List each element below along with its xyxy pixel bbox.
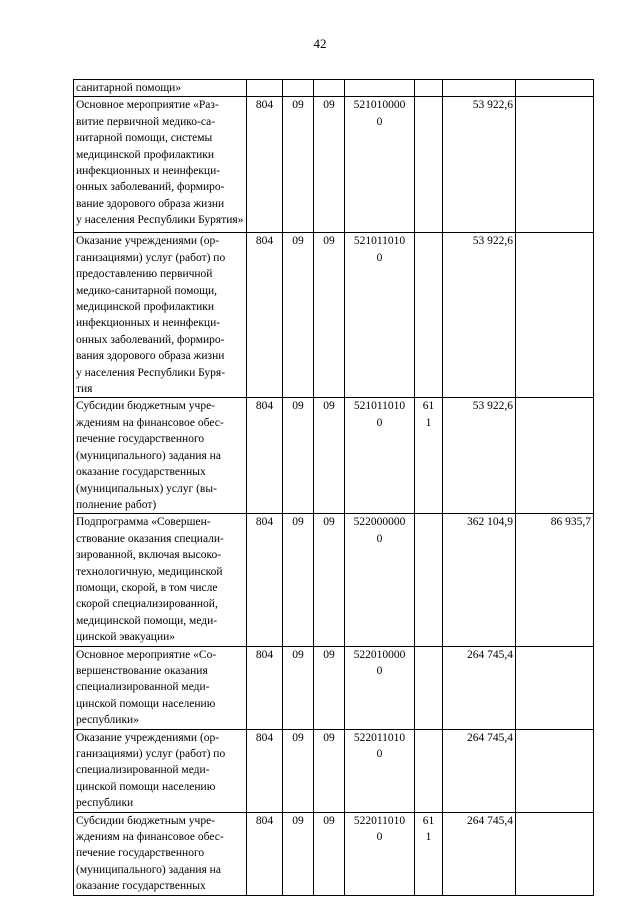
ministry-code-cell: 804 <box>247 646 283 729</box>
expense-type-cell-line: 61 <box>422 814 435 827</box>
amount-extra-cell <box>516 97 594 233</box>
item-name-cell-line: предоставлению первичной <box>76 268 213 281</box>
item-name-cell-line: ганизациями) услуг (работ) по <box>76 748 226 760</box>
target-article-cell-line: 522011010 <box>353 731 406 744</box>
subsection-code-cell <box>314 80 345 97</box>
table-row <box>74 729 594 812</box>
item-name-cell-line: скорой специализированной, <box>76 598 218 611</box>
item-name-cell-line: (муниципальных) услуг (вы- <box>76 482 217 495</box>
item-name-cell <box>74 80 247 97</box>
item-name-cell-line: ждениям на финансовое обес- <box>76 416 224 429</box>
item-name-cell-line: Оказание учреждениями (ор- <box>76 235 220 248</box>
item-name-cell-line: Подпрограмма «Совершен- <box>76 516 211 529</box>
item-name-cell <box>74 514 247 646</box>
item-name-cell-line: у населения Республики Буря- <box>76 366 226 379</box>
table-row <box>74 514 594 646</box>
item-name-cell-line: полнение работ) <box>76 498 157 511</box>
section-code-cell: 09 <box>283 812 314 895</box>
item-name-cell <box>74 97 247 233</box>
target-article-cell <box>345 812 415 895</box>
subsection-code-cell: 09 <box>314 233 345 398</box>
table-row <box>74 646 594 729</box>
target-article-cell-line: 0 <box>376 532 383 545</box>
item-name-cell-line: ствование оказания специали- <box>76 532 224 545</box>
expense-type-cell <box>415 398 443 514</box>
target-article-cell <box>345 729 415 812</box>
target-article-cell <box>345 398 415 514</box>
amount-cell: 264 745,4 <box>443 812 516 895</box>
item-name-cell-line: витие первичной медико-са- <box>76 115 216 128</box>
target-article-cell <box>345 514 415 646</box>
expense-type-cell <box>415 233 443 398</box>
expense-type-cell-line: 1 <box>425 831 432 844</box>
section-code-cell: 09 <box>283 97 314 233</box>
target-article-cell-line: 0 <box>376 416 383 429</box>
target-article-cell <box>345 646 415 729</box>
item-name-cell-line: ганизациями) услуг (работ) по <box>76 251 226 264</box>
table-row <box>74 233 594 398</box>
page-number: 42 <box>313 36 327 51</box>
expense-type-cell <box>415 729 443 812</box>
item-name-cell-line: оказание государственных <box>76 880 206 893</box>
table-row <box>74 812 594 895</box>
target-article-cell <box>345 80 415 97</box>
item-name-cell-line: инфекционных и неинфекци- <box>76 165 221 178</box>
subsection-code-cell: 09 <box>314 97 345 233</box>
item-name-cell-line: специализированной меди- <box>76 764 210 777</box>
expense-type-cell <box>415 646 443 729</box>
subsection-code-cell: 09 <box>314 514 345 646</box>
subsection-code-cell: 09 <box>314 812 345 895</box>
item-name-cell <box>74 398 247 514</box>
section-code-cell <box>283 80 314 97</box>
item-name-cell-line: нитарной помощи, системы <box>76 132 213 145</box>
table-body <box>74 80 594 896</box>
subsection-code-cell: 09 <box>314 646 345 729</box>
item-name-cell-line: вание здорового образа жизни <box>76 197 225 210</box>
target-article-cell-line: 521011010 <box>353 235 406 248</box>
amount-extra-cell <box>516 646 594 729</box>
expense-type-cell-line: 61 <box>422 400 435 413</box>
item-name-cell-line: медицинской помощи, меди- <box>76 614 218 627</box>
subsection-code-cell: 09 <box>314 729 345 812</box>
target-article-cell-line: 522010000 <box>353 648 406 661</box>
item-name-cell-line: медицинской профилактики <box>76 148 215 161</box>
item-name-cell-line: Оказание учреждениями (ор- <box>76 731 220 744</box>
ministry-code-cell <box>247 80 283 97</box>
amount-extra-cell: 86 935,7 <box>516 514 594 646</box>
amount-extra-cell <box>516 233 594 398</box>
target-article-cell-line: 521010000 <box>353 99 406 112</box>
item-name-cell-line: медико-санитарной помощи, <box>76 284 218 297</box>
item-name-cell-line: печение государственного <box>76 847 205 860</box>
expense-type-cell-line: 1 <box>425 416 432 429</box>
item-name-cell-line: Субсидии бюджетным учре- <box>76 400 216 413</box>
item-name-cell-line: республики» <box>76 714 139 727</box>
ministry-code-cell: 804 <box>247 812 283 895</box>
expense-type-cell <box>415 80 443 97</box>
table-row <box>74 97 594 233</box>
item-name-cell-line: печение государственного <box>76 433 205 446</box>
target-article-cell-line: 521011010 <box>353 400 406 413</box>
item-name-cell-line: зированной, включая высоко- <box>76 549 222 562</box>
amount-cell: 362 104,9 <box>443 514 516 646</box>
item-name-cell-line: онных заболеваний, формиро- <box>76 333 225 346</box>
item-name-cell-line: медицинской профилактики <box>76 301 215 314</box>
expense-type-cell <box>415 97 443 233</box>
ministry-code-cell: 804 <box>247 514 283 646</box>
item-name-cell-line: цинской помощи населению <box>76 697 216 710</box>
item-name-cell-line: технологичную, медицинской <box>76 565 223 578</box>
target-article-cell-line: 0 <box>376 251 383 264</box>
item-name-cell-line: цинской помощи населению <box>76 780 216 793</box>
section-code-cell: 09 <box>283 398 314 514</box>
item-name-cell-line: Субсидии бюджетным учре- <box>76 814 216 827</box>
budget-table <box>73 79 594 896</box>
section-code-cell: 09 <box>283 646 314 729</box>
item-name-cell-line: онных заболеваний, формиро- <box>76 181 225 194</box>
section-code-cell: 09 <box>283 233 314 398</box>
item-name-cell <box>74 729 247 812</box>
item-name-cell-line: республики <box>76 797 134 810</box>
amount-cell: 264 745,4 <box>443 729 516 812</box>
subsection-code-cell: 09 <box>314 398 345 514</box>
item-name-cell-line: Основное мероприятие «Со- <box>76 648 217 661</box>
item-name-cell <box>74 812 247 895</box>
item-name-cell-line: специализированной меди- <box>76 681 210 694</box>
item-name-cell-line: вершенствование оказания <box>76 664 208 677</box>
item-name-cell-line: вания здорового образа жизни <box>76 350 225 363</box>
target-article-cell-line: 0 <box>376 748 383 760</box>
item-name-cell-line: (муниципального) задания на <box>76 863 221 876</box>
amount-cell: 53 922,6 <box>443 398 516 514</box>
target-article-cell-line: 0 <box>376 831 383 844</box>
ministry-code-cell: 804 <box>247 97 283 233</box>
target-article-cell <box>345 97 415 233</box>
item-name-cell-line: (муниципального) задания на <box>76 449 221 462</box>
amount-extra-cell <box>516 729 594 812</box>
expense-type-cell <box>415 812 443 895</box>
amount-extra-cell <box>516 80 594 97</box>
table-row <box>74 398 594 514</box>
amount-cell: 53 922,6 <box>443 233 516 398</box>
section-code-cell: 09 <box>283 514 314 646</box>
target-article-cell-line: 0 <box>376 664 383 677</box>
item-name-cell-line: у населения Республики Бурятия» <box>76 214 244 227</box>
target-article-cell <box>345 233 415 398</box>
ministry-code-cell: 804 <box>247 398 283 514</box>
item-name-cell <box>74 233 247 398</box>
amount-cell: 53 922,6 <box>443 97 516 233</box>
target-article-cell-line: 522000000 <box>353 516 406 529</box>
ministry-code-cell: 804 <box>247 233 283 398</box>
item-name-cell-line: помощи, скорой, в том числе <box>76 581 218 594</box>
item-name-cell <box>74 646 247 729</box>
amount-cell <box>443 80 516 97</box>
item-name-cell-line: ждениям на финансовое обес- <box>76 831 224 844</box>
ministry-code-cell: 804 <box>247 729 283 812</box>
item-name-cell-line: санитарной помощи» <box>76 82 182 94</box>
amount-extra-cell <box>516 812 594 895</box>
item-name-cell-line: инфекционных и неинфекци- <box>76 317 221 330</box>
amount-cell: 264 745,4 <box>443 646 516 729</box>
target-article-cell-line: 522011010 <box>353 814 406 827</box>
item-name-cell-line: Основное мероприятие «Раз- <box>76 99 219 112</box>
item-name-cell-line: тия <box>76 383 93 396</box>
table-row <box>74 80 594 97</box>
amount-extra-cell <box>516 398 594 514</box>
target-article-cell-line: 0 <box>376 115 383 128</box>
expense-type-cell <box>415 514 443 646</box>
item-name-cell-line: цинской эвакуации» <box>76 631 176 644</box>
item-name-cell-line: оказание государственных <box>76 466 206 479</box>
section-code-cell: 09 <box>283 729 314 812</box>
